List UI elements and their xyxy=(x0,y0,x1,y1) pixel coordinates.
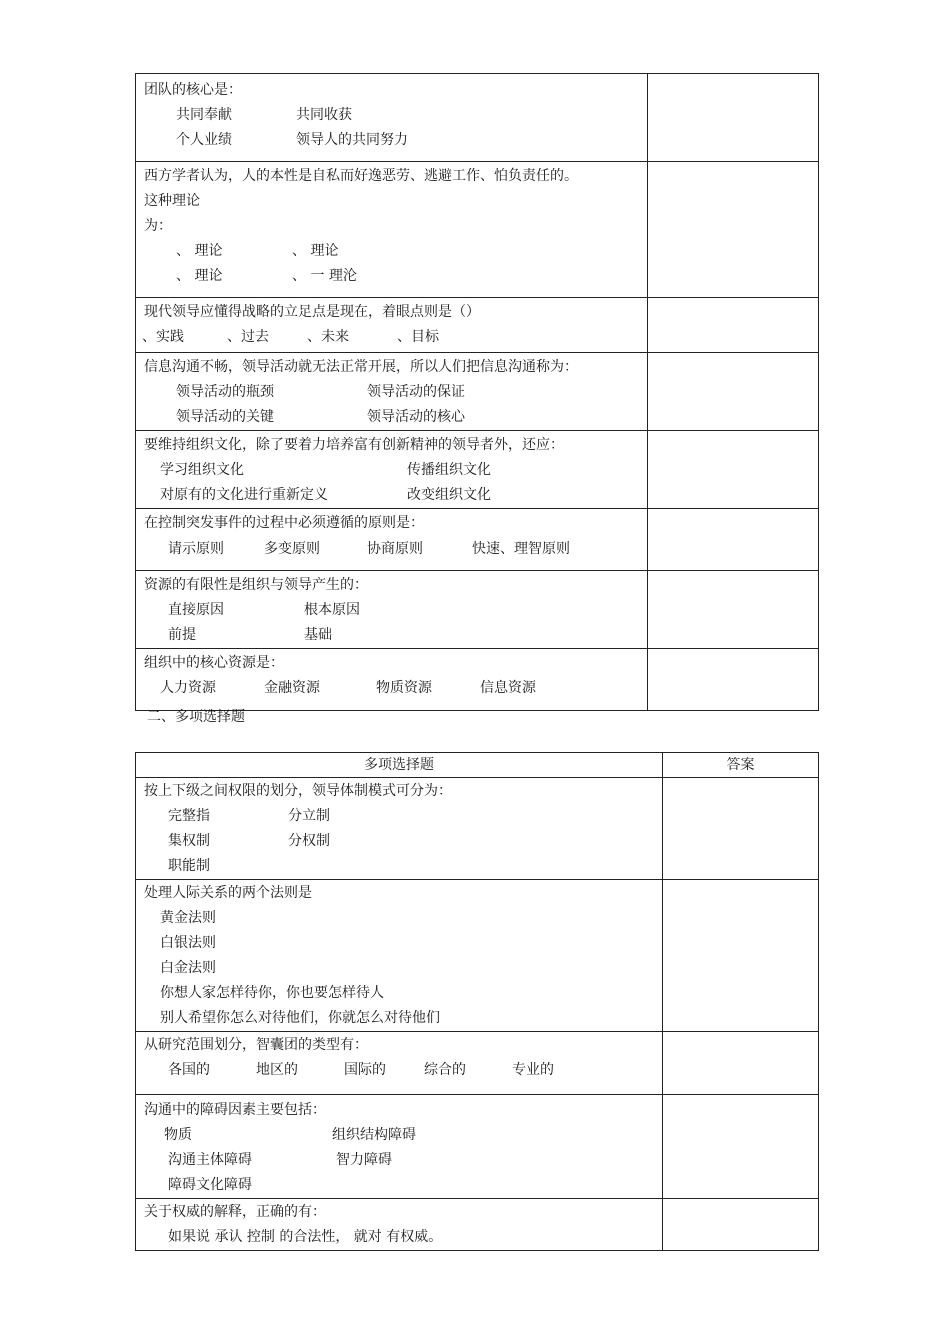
option: 国际的 xyxy=(344,1062,386,1078)
question-cell xyxy=(136,880,663,1032)
table-row xyxy=(136,74,819,162)
table-row xyxy=(136,1032,819,1095)
answer-cell[interactable] xyxy=(648,162,819,298)
option: 共同收获 xyxy=(296,107,352,123)
answer-cell[interactable] xyxy=(663,1199,819,1251)
option: 多变原则 xyxy=(264,541,320,557)
option: 、未来 xyxy=(307,329,349,345)
question-cell xyxy=(136,1199,663,1251)
option: 集权制 xyxy=(168,833,210,849)
option: 专业的 xyxy=(512,1062,554,1078)
option: 综合的 xyxy=(424,1062,466,1078)
single-choice-table xyxy=(135,73,819,711)
option: 、 一 理沦 xyxy=(292,268,357,284)
option: 物质资源 xyxy=(376,680,432,696)
question-text: 团队的核心是： xyxy=(144,82,242,98)
option: 信息资源 xyxy=(480,680,536,696)
question-text: 在控制突发事件的过程中必须遵循的原则是： xyxy=(144,515,424,531)
table-row xyxy=(136,649,819,711)
option: 完整指 xyxy=(168,808,210,824)
option: 分权制 xyxy=(288,833,330,849)
option: 沟通主体障碍 xyxy=(168,1152,252,1168)
option: 、过去 xyxy=(227,329,269,345)
option: 你想人家怎样待你，你也要怎样待人 xyxy=(160,985,384,1001)
table-row xyxy=(136,880,819,1032)
option: 地区的 xyxy=(256,1062,298,1078)
option: 对原有的文化进行重新定义 xyxy=(160,487,328,503)
question-text: 组织中的核心资源是： xyxy=(144,655,284,671)
answer-cell[interactable] xyxy=(648,571,819,649)
option: 请示原则 xyxy=(168,541,224,557)
option: 直接原因 xyxy=(168,602,224,618)
option: 物质 xyxy=(164,1127,192,1143)
answer-cell[interactable] xyxy=(648,649,819,711)
table-header-row xyxy=(136,753,819,778)
table-row xyxy=(136,571,819,649)
question-cell xyxy=(136,353,648,431)
option: 金融资源 xyxy=(264,680,320,696)
option: 前提 xyxy=(168,627,196,643)
question-cell xyxy=(136,74,648,162)
option: 领导人的共同努力 xyxy=(296,132,408,148)
question-text: 沟通中的障碍因素主要包括： xyxy=(144,1102,326,1118)
option: 学习组织文化 xyxy=(160,462,244,478)
answer-cell[interactable] xyxy=(663,880,819,1032)
option: 障碍文化障碍 xyxy=(168,1177,252,1193)
question-text: 要维持组织文化，除了要着力培养富有创新精神的领导者外，还应： xyxy=(144,437,564,453)
option: 共同奉献 xyxy=(176,107,232,123)
answer-cell[interactable] xyxy=(648,431,819,509)
question-text: 信息沟通不畅，领导活动就无法正常开展，所以人们把信息沟通称为： xyxy=(144,359,578,375)
option: 各国的 xyxy=(168,1062,210,1078)
question-cell xyxy=(136,431,648,509)
option: 领导活动的瓶颈 xyxy=(176,384,274,400)
option: 白银法则 xyxy=(160,935,216,951)
question-cell xyxy=(136,1095,663,1199)
answer-cell[interactable] xyxy=(663,1032,819,1095)
option: 领导活动的核心 xyxy=(367,409,465,425)
question-cell xyxy=(136,778,663,880)
option: 白金法则 xyxy=(160,960,216,976)
answer-cell[interactable] xyxy=(663,1095,819,1199)
table-row xyxy=(136,509,819,571)
question-text: 处理人际关系的两个法则是 xyxy=(144,885,312,901)
answer-cell[interactable] xyxy=(648,509,819,571)
question-text: 资源的有限性是组织与领导产生的： xyxy=(144,577,368,593)
option: 领导活动的关键 xyxy=(176,409,274,425)
question-cell xyxy=(136,509,648,571)
answer-cell[interactable] xyxy=(648,353,819,431)
option: 、目标 xyxy=(397,329,439,345)
column-header-answer: 答案 xyxy=(663,753,819,778)
multiple-choice-table xyxy=(135,752,819,1251)
question-cell xyxy=(136,162,648,298)
option: 人力资源 xyxy=(160,680,216,696)
option: 、实践 xyxy=(142,329,184,345)
question-text: 现代领导应懂得战略的立足点是现在，着眼点则是（） xyxy=(144,304,480,320)
question-text: 按上下级之间权限的划分，领导体制模式可分为： xyxy=(144,783,452,799)
option: 个人业绩 xyxy=(176,132,232,148)
question-text: 从研究范围划分，智囊团的类型有： xyxy=(144,1037,368,1053)
question-cell xyxy=(136,571,648,649)
table-row xyxy=(136,1095,819,1199)
option: 协商原则 xyxy=(367,541,423,557)
answer-cell[interactable] xyxy=(663,778,819,880)
option: 如果说 承认 控制 的合法性， 就对 有权威。 xyxy=(168,1229,443,1245)
option: 黄金法则 xyxy=(160,910,216,926)
option: 、 理论 xyxy=(176,243,223,259)
option: 组织结构障碍 xyxy=(332,1127,416,1143)
section-title: 二、多项选择题 xyxy=(147,709,245,725)
option: 、 理论 xyxy=(292,243,339,259)
question-cell xyxy=(136,1032,663,1095)
option: 领导活动的保证 xyxy=(367,384,465,400)
table-row xyxy=(136,353,819,431)
column-header-question: 多项选择题 xyxy=(136,753,663,778)
table-row xyxy=(136,298,819,353)
option: 基础 xyxy=(304,627,332,643)
table-row xyxy=(136,778,819,880)
option: 、 理论 xyxy=(176,268,223,284)
option: 传播组织文化 xyxy=(407,462,491,478)
question-text: 这种理论 xyxy=(144,193,200,209)
question-cell xyxy=(136,649,648,711)
option: 改变组织文化 xyxy=(407,487,491,503)
option: 职能制 xyxy=(168,858,210,874)
option: 别人希望你怎么对待他们，你就怎么对待他们 xyxy=(160,1010,440,1026)
table-row xyxy=(136,431,819,509)
question-cell xyxy=(136,298,648,353)
table-row xyxy=(136,162,819,298)
table-row xyxy=(136,1199,819,1251)
option: 智力障碍 xyxy=(336,1152,392,1168)
option: 根本原因 xyxy=(304,602,360,618)
option: 分立制 xyxy=(288,808,330,824)
option: 快速、理智原则 xyxy=(472,541,570,557)
answer-cell[interactable] xyxy=(648,74,819,162)
question-text: 关于权威的解释，正确的有： xyxy=(144,1204,326,1220)
answer-cell[interactable] xyxy=(648,298,819,353)
question-text: 西方学者认为，人的本性是自私而好逸恶劳、逃避工作、怕负责任的。 xyxy=(144,168,578,184)
question-text: 为： xyxy=(144,218,172,234)
